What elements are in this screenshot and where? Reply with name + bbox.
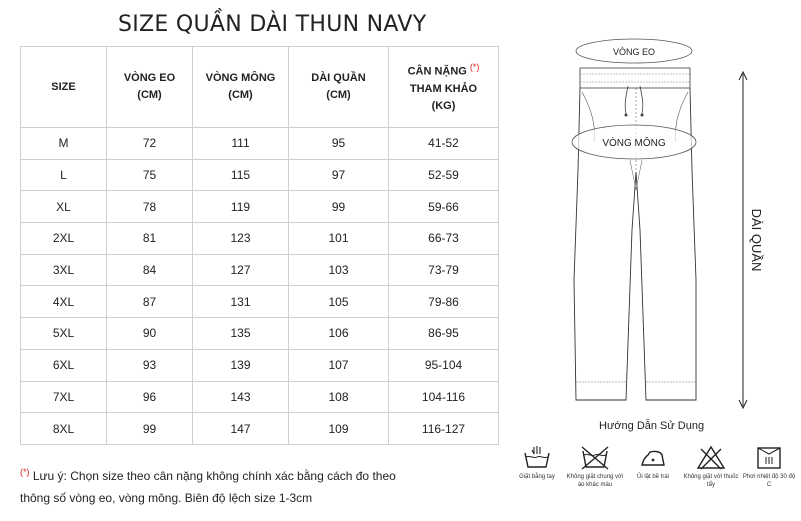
note-asterisk: (*) <box>20 467 30 477</box>
header-hip: VÒNG MÔNG (CM) <box>193 47 289 128</box>
length-label: DÀI QUẦN <box>749 208 764 272</box>
cell-waist: 84 <box>107 254 193 286</box>
cell-weight: 95-104 <box>389 349 499 381</box>
care-guide-title: Hướng Dẫn Sử Dụng <box>599 420 705 432</box>
table-row <box>21 318 499 350</box>
cell-size: 7XL <box>21 381 107 413</box>
cell-length: 109 <box>289 413 389 445</box>
care-item-no-bleach: Không giặt với thuốc tẩy <box>682 445 740 489</box>
page-title: SIZE QUẦN DÀI THUN NAVY <box>118 12 427 37</box>
table-row <box>21 159 499 191</box>
cell-hip: 147 <box>193 413 289 445</box>
care-item-hand-wash: Giặt bằng tay <box>508 445 566 481</box>
iron-reverse-icon <box>638 445 668 471</box>
cell-weight: 116-127 <box>389 413 499 445</box>
cell-length: 99 <box>289 191 389 223</box>
table-header-row <box>21 47 499 128</box>
table-row <box>21 381 499 413</box>
care-item-iron: Ủi lật bề trái <box>624 445 682 481</box>
hip-label: VÒNG MÔNG <box>602 138 666 149</box>
cell-hip: 131 <box>193 286 289 318</box>
cell-weight: 73-79 <box>389 254 499 286</box>
hand-wash-icon <box>522 445 552 471</box>
asterisk-mark: (*) <box>469 62 480 73</box>
cell-length: 95 <box>289 128 389 160</box>
note-line-2: thông số vòng eo, vòng mông. Biên độ lệch size 1-3cm <box>20 491 313 505</box>
cell-hip: 115 <box>193 159 289 191</box>
cell-length: 106 <box>289 318 389 350</box>
cell-size: L <box>21 159 107 191</box>
cell-length: 107 <box>289 349 389 381</box>
table-row <box>21 254 499 286</box>
cell-hip: 139 <box>193 349 289 381</box>
cell-waist: 75 <box>107 159 193 191</box>
cell-size: XL <box>21 191 107 223</box>
header-size: SIZE <box>21 47 107 128</box>
cell-hip: 127 <box>193 254 289 286</box>
cell-weight: 59-66 <box>389 191 499 223</box>
header-length: DÀI QUẦN (CM) <box>289 47 389 128</box>
cell-size: 5XL <box>21 318 107 350</box>
cell-length: 105 <box>289 286 389 318</box>
table-row <box>21 286 499 318</box>
header-weight: CÂN NẶNG (*) THAM KHẢO (KG) <box>389 47 499 128</box>
cell-hip: 135 <box>193 318 289 350</box>
table-row <box>21 128 499 160</box>
cell-waist: 72 <box>107 128 193 160</box>
cell-size: 2XL <box>21 223 107 255</box>
no-bleach-icon <box>696 445 726 471</box>
cell-size: 3XL <box>21 254 107 286</box>
note-line-1: Lưu ý: Chọn size theo cân nặng không chính xác bằng cách đo theo <box>32 469 396 483</box>
waist-label: VÒNG EO <box>612 47 656 57</box>
cell-weight: 66-73 <box>389 223 499 255</box>
cell-waist: 81 <box>107 223 193 255</box>
care-icons <box>508 445 798 515</box>
cell-size: M <box>21 128 107 160</box>
care-item-no-mixed-wash: Không giặt chung với áo khác màu <box>566 445 624 489</box>
cell-weight: 79-86 <box>389 286 499 318</box>
cell-length: 108 <box>289 381 389 413</box>
cell-hip: 119 <box>193 191 289 223</box>
cell-waist: 99 <box>107 413 193 445</box>
cell-length: 101 <box>289 223 389 255</box>
cell-waist: 90 <box>107 318 193 350</box>
cell-hip: 111 <box>193 128 289 160</box>
cell-waist: 78 <box>107 191 193 223</box>
cell-length: 97 <box>289 159 389 191</box>
cell-weight: 41-52 <box>389 128 499 160</box>
dry-shade-icon <box>754 445 784 471</box>
pants-diagram <box>560 30 765 415</box>
no-mixed-wash-icon <box>580 445 610 471</box>
cell-weight: 86-95 <box>389 318 499 350</box>
cell-hip: 123 <box>193 223 289 255</box>
size-note <box>20 461 490 509</box>
header-waist: VÒNG EO (CM) <box>107 47 193 128</box>
table-row <box>21 413 499 445</box>
cell-weight: 52-59 <box>389 159 499 191</box>
cell-hip: 143 <box>193 381 289 413</box>
table-row <box>21 349 499 381</box>
cell-weight: 104-116 <box>389 381 499 413</box>
cell-waist: 96 <box>107 381 193 413</box>
cell-waist: 93 <box>107 349 193 381</box>
cell-size: 4XL <box>21 286 107 318</box>
size-table <box>20 46 499 445</box>
cell-size: 6XL <box>21 349 107 381</box>
cell-length: 103 <box>289 254 389 286</box>
cell-waist: 87 <box>107 286 193 318</box>
care-item-dry: Phơi nhiệt độ 30 độ C <box>740 445 798 489</box>
cell-size: 8XL <box>21 413 107 445</box>
table-row <box>21 223 499 255</box>
table-row <box>21 191 499 223</box>
